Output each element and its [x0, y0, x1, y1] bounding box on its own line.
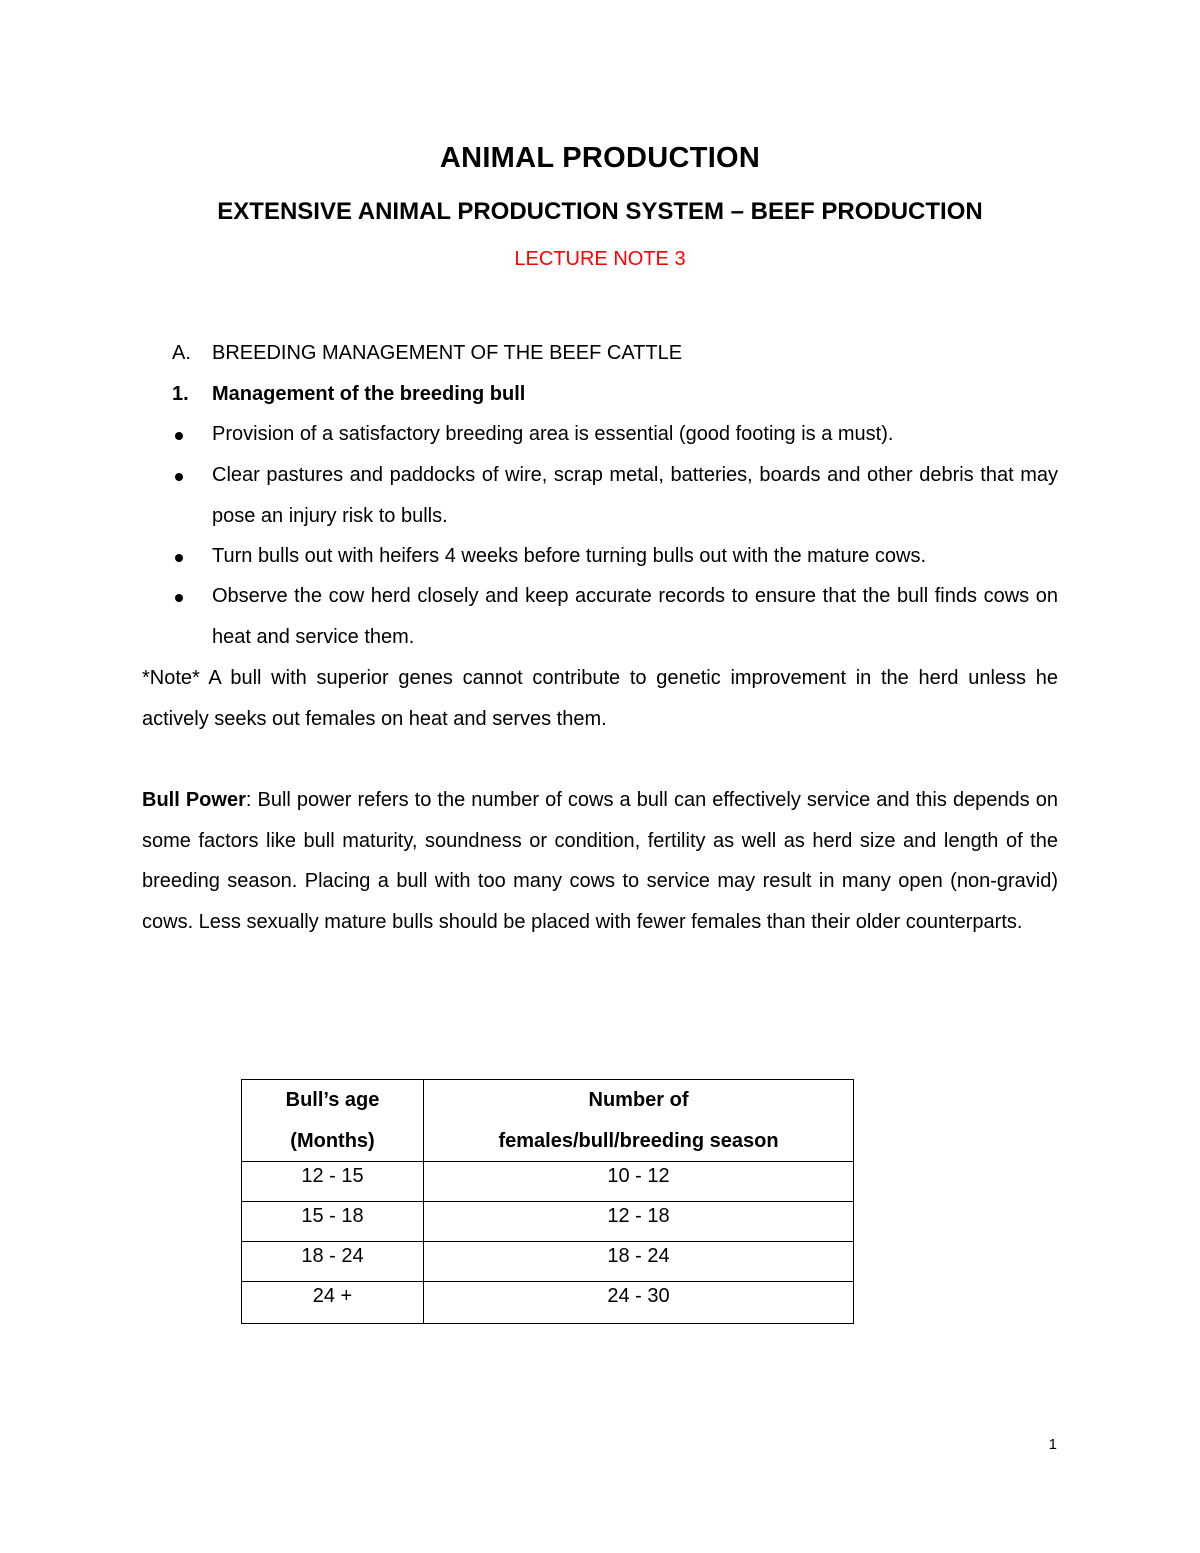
table-header-females — [424, 1080, 854, 1162]
table-cell-females: 12 - 18 — [424, 1202, 854, 1242]
subsection-heading: Management of the breeding bull — [212, 383, 526, 405]
table-cell-females: 24 - 30 — [424, 1282, 854, 1324]
table-cell-age: 12 - 15 — [242, 1162, 424, 1202]
bullet-icon — [175, 554, 183, 562]
bullet-item: Observe the cow herd closely and keep accurate records to ensure that the bull finds cows on heat and service them. — [212, 585, 1058, 648]
subsection-marker: 1. — [172, 383, 189, 405]
table-row — [242, 1162, 854, 1202]
header-line: Bull’s age — [285, 1089, 380, 1111]
table-row — [242, 1282, 854, 1324]
bull-power-text: : Bull power refers to the number of cows a bull can effectively service and this depends on some factors like bull maturity, soundness or condition, fertility as well as herd size and length of the breeding season. Placing a bull with too many cows to service may result in many open (non-gravid) cows. Less sexually mature bulls should be placed with fewer females than their older counterparts. — [142, 789, 1058, 933]
bullet-item: Provision of a satisfactory breeding area is essential (good footing is a must). — [212, 423, 894, 445]
header-line: Number of — [588, 1089, 689, 1111]
table-cell-age: 18 - 24 — [242, 1242, 424, 1282]
table-cell-age: 24 + — [242, 1282, 424, 1324]
bullet-icon — [175, 473, 183, 481]
document-subtitle: EXTENSIVE ANIMAL PRODUCTION SYSTEM – BEEF PRODUCTION — [217, 198, 983, 225]
bull-service-table — [241, 1079, 854, 1324]
note-paragraph: *Note* A bull with superior genes cannot contribute to genetic improvement in the herd unless he actively seeks out females on heat and serves them. — [142, 667, 1058, 730]
bullet-icon — [175, 594, 183, 602]
table-cell-females: 10 - 12 — [424, 1162, 854, 1202]
table-row — [242, 1242, 854, 1282]
table-row — [242, 1202, 854, 1242]
bullet-icon — [175, 432, 183, 440]
bullet-item: Clear pastures and paddocks of wire, scrap metal, batteries, boards and other debris that may pose an injury risk to bulls. — [212, 464, 1058, 527]
page-number: 1 — [1048, 1436, 1057, 1453]
table-header-age — [242, 1080, 424, 1162]
header-line: (Months) — [290, 1129, 375, 1152]
section-heading: BREEDING MANAGEMENT OF THE BEEF CATTLE — [212, 342, 683, 364]
table-header-row — [242, 1080, 854, 1162]
header-line: females/bull/breeding season — [498, 1129, 779, 1152]
bullet-item: Turn bulls out with heifers 4 weeks before turning bulls out with the mature cows. — [212, 545, 927, 567]
table-cell-females: 18 - 24 — [424, 1242, 854, 1282]
table-cell-age: 15 - 18 — [242, 1202, 424, 1242]
lecture-label: LECTURE NOTE 3 — [514, 248, 686, 270]
section-marker: A. — [172, 342, 191, 364]
document-title: ANIMAL PRODUCTION — [439, 142, 761, 174]
bull-power-paragraph — [142, 780, 1058, 942]
bull-power-term: Bull Power — [142, 789, 246, 811]
